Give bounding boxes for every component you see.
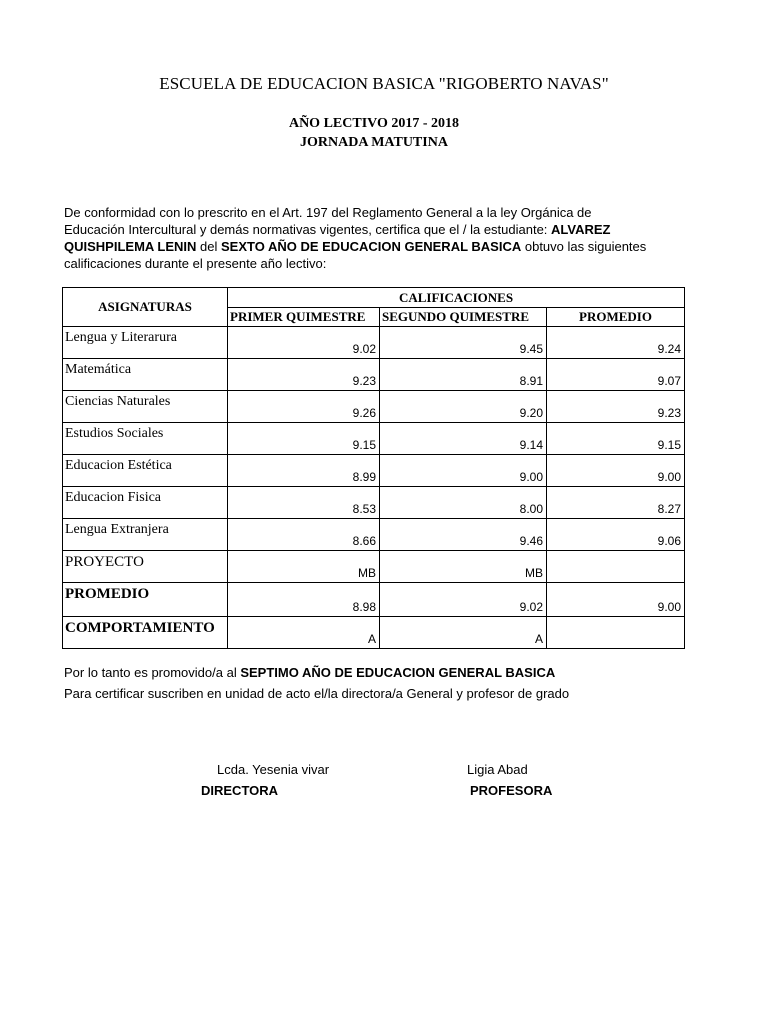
subject-name: Estudios Sociales: [63, 423, 228, 455]
header-second-quimestre: SEGUNDO QUIMESTRE: [380, 308, 547, 327]
grade-q2: 9.46: [380, 519, 547, 551]
grade-q1: 9.23: [228, 359, 380, 391]
table-row: [63, 551, 685, 583]
grade-average: 9.07: [547, 359, 685, 391]
grade-average: 9.24: [547, 327, 685, 359]
grade-q2: 9.00: [380, 455, 547, 487]
teacher-name: Ligia Abad: [467, 762, 528, 777]
subject-name: COMPORTAMIENTO: [63, 617, 228, 649]
table-row: [63, 455, 685, 487]
table-row: [63, 519, 685, 551]
grade-q1: 9.26: [228, 391, 380, 423]
grade-average: 9.00: [547, 455, 685, 487]
subject-name: Lengua y Literarura: [63, 327, 228, 359]
grade-q1: 8.98: [228, 583, 380, 617]
grade-q2: MB: [380, 551, 547, 583]
grade-average: [547, 551, 685, 583]
director-name: Lcda. Yesenia vivar: [217, 762, 330, 777]
grade-average: 9.23: [547, 391, 685, 423]
grade-average: [547, 617, 685, 649]
director-role: DIRECTORA: [201, 783, 279, 798]
certify-line: Para certificar suscriben en unidad de acto el/la directora/a General y profesor de grado: [64, 686, 570, 701]
school-title: ESCUELA DE EDUCACION BASICA "RIGOBERTO NAVAS": [159, 74, 609, 93]
student-name: ALVAREZ QUISHPILEMA LENIN: [64, 222, 611, 254]
grade-q2: 8.00: [380, 487, 547, 519]
promotion-prefix: Por lo tanto es promovido/a al: [64, 665, 241, 680]
table-row: [63, 327, 685, 359]
closing-text: [64, 662, 569, 704]
grades-table: [62, 287, 685, 649]
intro-text-3: obtuvo las siguientes calificaciones durante el presente año lectivo:: [64, 239, 647, 271]
grade-q2: A: [380, 617, 547, 649]
subject-name: Ciencias Naturales: [63, 391, 228, 423]
header-subjects: ASIGNATURAS: [63, 288, 228, 327]
subject-name: Lengua Extranjera: [63, 519, 228, 551]
grade-q1: 8.53: [228, 487, 380, 519]
intro-text-2: del: [196, 239, 221, 254]
teacher-role: PROFESORA: [470, 783, 553, 798]
intro-text-1: De conformidad con lo prescrito en el Art. 197 del Reglamento General a la ley Orgánica de Educación Intercultural y demás normativas vigentes, certifica que el / la estudiante:: [64, 205, 592, 237]
header-grades: CALIFICACIONES: [228, 288, 685, 308]
header-first-quimestre: PRIMER QUIMESTRE: [228, 308, 380, 327]
school-shift: JORNADA MATUTINA: [300, 135, 448, 150]
grade-q1: 9.15: [228, 423, 380, 455]
header-average: PROMEDIO: [547, 308, 685, 327]
grade-q2: 9.45: [380, 327, 547, 359]
subject-name: Educacion Fisica: [63, 487, 228, 519]
grade-average: 8.27: [547, 487, 685, 519]
table-row: [63, 391, 685, 423]
table-row: [63, 487, 685, 519]
grade-q1: A: [228, 617, 380, 649]
grade-q2: 9.14: [380, 423, 547, 455]
subject-name: PROMEDIO: [63, 583, 228, 617]
table-row-behavior: [63, 617, 685, 649]
table-row: [63, 423, 685, 455]
table-row-average: [63, 583, 685, 617]
grade-q1: 9.02: [228, 327, 380, 359]
grade-q2: 9.20: [380, 391, 547, 423]
grade-average: 9.15: [547, 423, 685, 455]
school-year: AÑO LECTIVO 2017 - 2018: [288, 116, 460, 131]
grade-q2: 9.02: [380, 583, 547, 617]
current-grade: SEXTO AÑO DE EDUCACION GENERAL BASICA: [221, 239, 522, 254]
grade-average: 9.00: [547, 583, 685, 617]
grade-q1: 8.66: [228, 519, 380, 551]
promotion-grade: SEPTIMO AÑO DE EDUCACION GENERAL BASICA: [240, 665, 556, 680]
subject-name: Matemática: [63, 359, 228, 391]
subject-name: PROYECTO: [63, 551, 228, 583]
subject-name: Educacion Estética: [63, 455, 228, 487]
certification-paragraph: [64, 204, 654, 272]
promotion-line: [64, 662, 569, 683]
grade-q1: 8.99: [228, 455, 380, 487]
grade-q2: 8.91: [380, 359, 547, 391]
grade-average: 9.06: [547, 519, 685, 551]
table-row: [63, 359, 685, 391]
grade-q1: MB: [228, 551, 380, 583]
